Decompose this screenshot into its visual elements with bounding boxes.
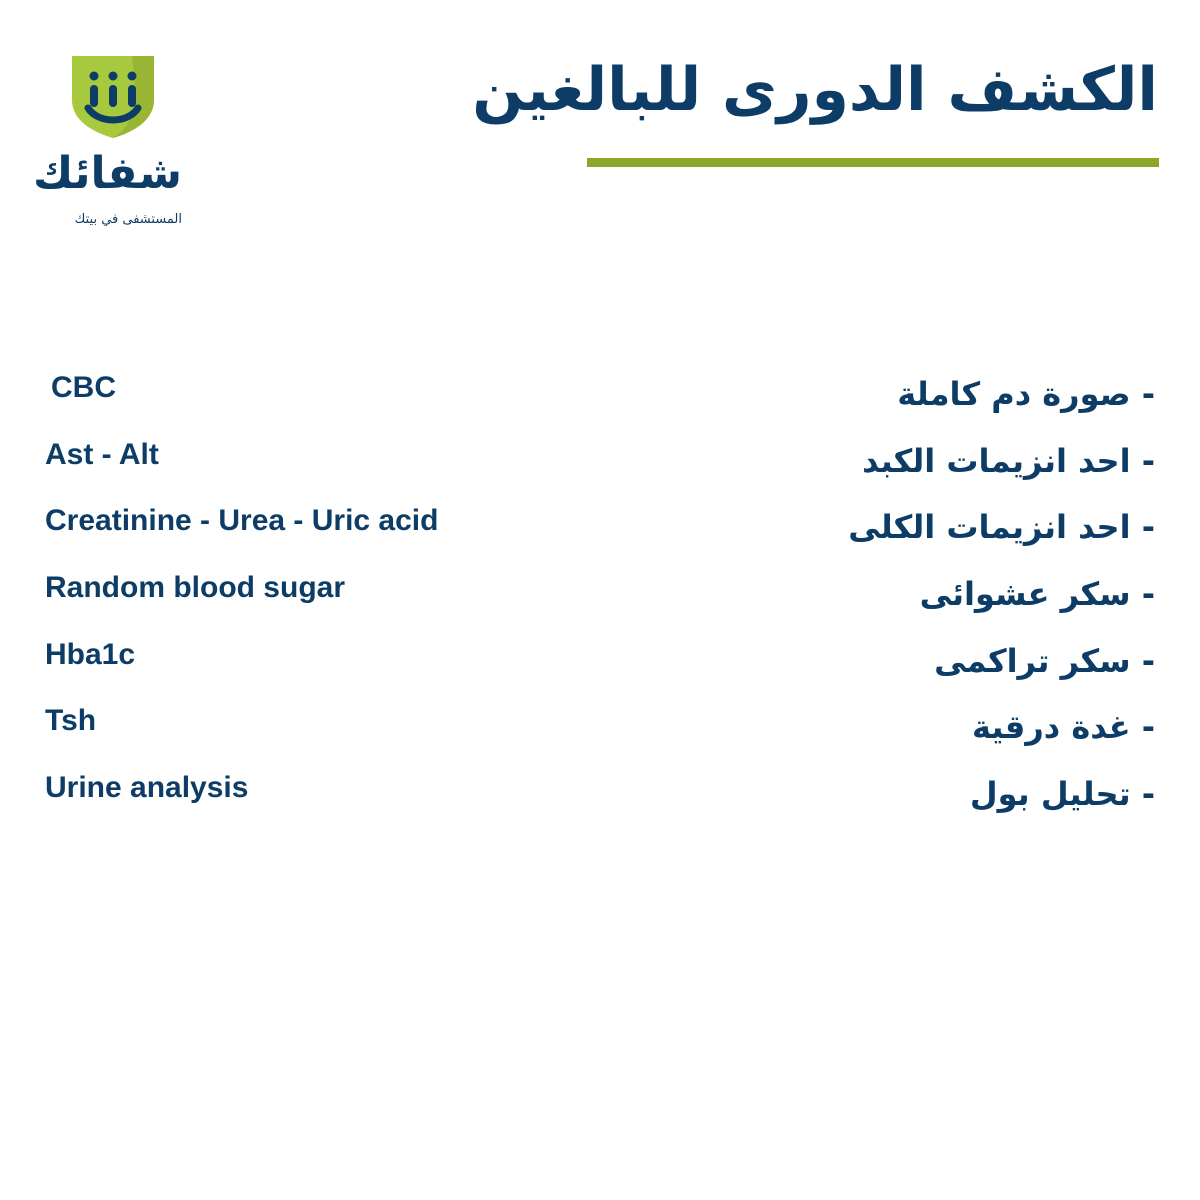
brand-logo	[33, 52, 190, 232]
test-name-english: Creatinine - Urea - Uric acid	[45, 504, 439, 538]
test-name-english: Random blood sugar	[45, 571, 345, 605]
test-name-arabic: - سكر عشوائى	[919, 575, 1155, 614]
smiling-shield-icon	[70, 54, 156, 140]
tests-list-english	[45, 364, 565, 831]
tests-list-arabic	[635, 367, 1155, 834]
test-name-arabic: - غدة درقية	[971, 708, 1155, 747]
brand-name: شفائك	[33, 148, 182, 199]
test-name-arabic: - احد انزيمات الكبد	[862, 441, 1155, 480]
test-name-english: Ast - Alt	[45, 437, 159, 471]
page-title: الكشف الدورى للبالغين	[472, 55, 1158, 125]
test-name-arabic: - سكر تراكمى	[934, 641, 1155, 680]
test-name-english: Tsh	[45, 704, 97, 738]
test-name-english: CBC	[51, 371, 116, 404]
test-name-english: Urine analysis	[45, 771, 249, 805]
title-underline	[587, 158, 1159, 167]
test-name-arabic: - احد انزيمات الكلى	[848, 508, 1155, 547]
test-name-arabic: - تحليل بول	[969, 775, 1155, 814]
test-name-english: Hba1c	[45, 637, 136, 671]
test-name-arabic: - صورة دم كاملة	[897, 375, 1155, 413]
brand-tagline: المستشفى في بيتك	[74, 212, 182, 227]
